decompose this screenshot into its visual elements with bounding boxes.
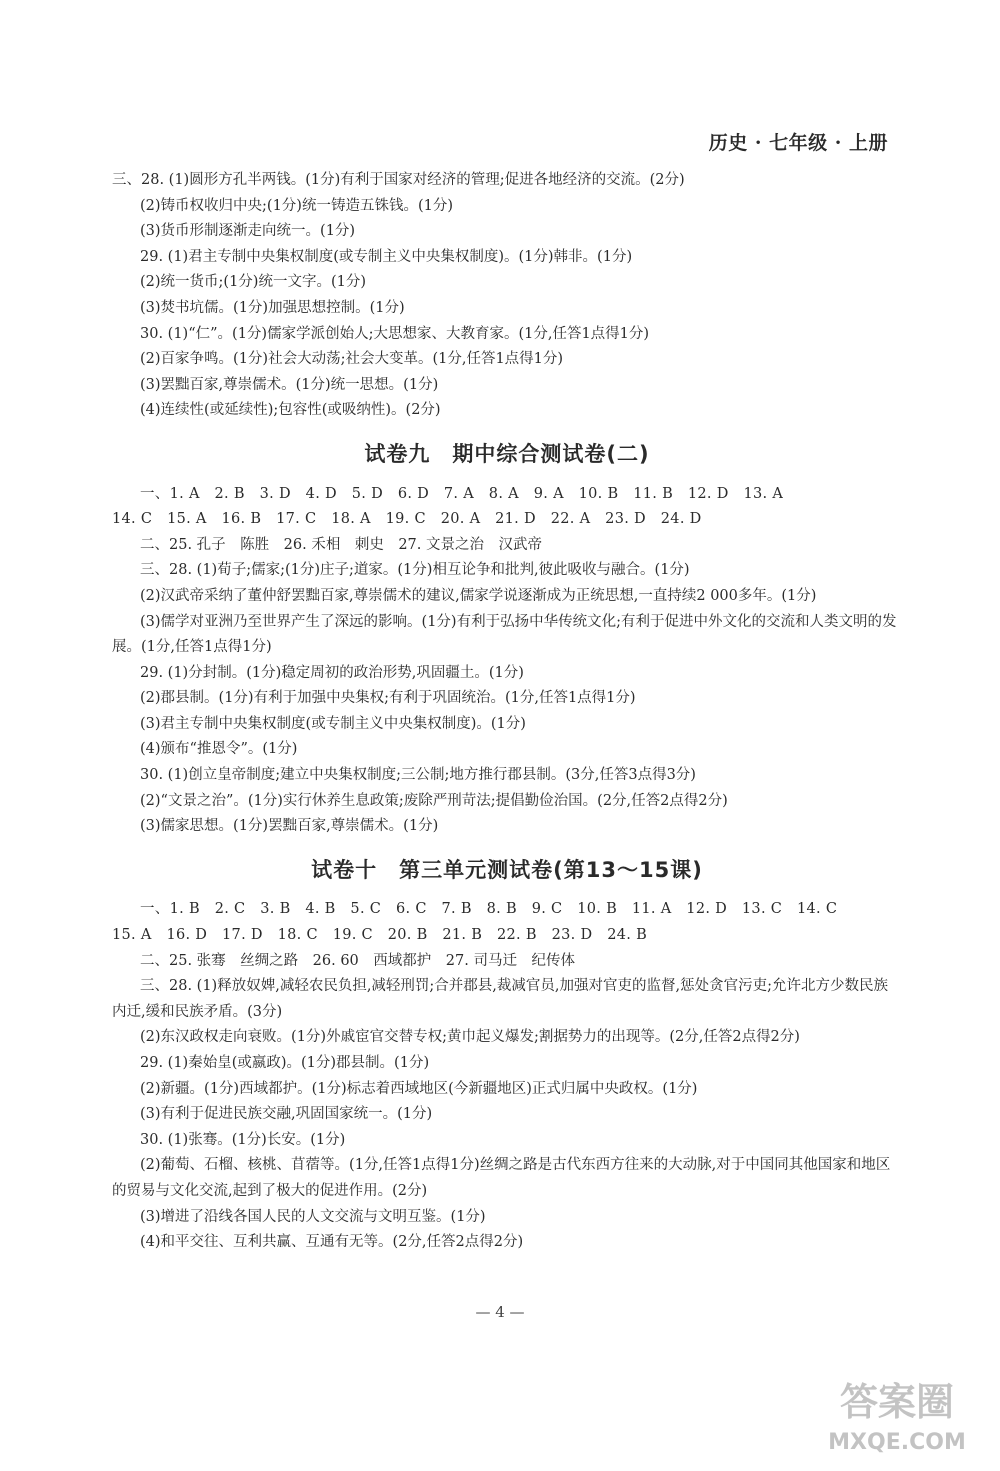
answer-line: (2)统一货币;(1分)统一文字。(1分) — [140, 274, 367, 291]
answer-line: (3)增进了沿线各国人民的人文交流与文明互鉴。(1分) — [140, 1208, 486, 1225]
answer-line: (3)君主专制中央集权制度(或专制主义中央集权制度)。(1分) — [140, 715, 526, 732]
answer-line: 30. (1)“仁”。(1分)儒家学派创始人;大思想家、大教育家。(1分,任答1点得1分) — [140, 325, 650, 342]
answer-line: (3)儒学对亚洲乃至世界产生了深远的影响。(1分)有利于弘扬中华传统文化;有利于促进中外文化的交流和人类文明的发展。(1分,任答1点得1分) — [112, 613, 897, 656]
answer-line: (3)货币形制逐渐走向统一。(1分) — [140, 223, 356, 240]
mcq-answers: 14. C 15. A 16. B 17. C 18. A 19. C 20. A 21. D 22. A 23. D 24. D — [112, 511, 702, 528]
answer-line: 三、28. (1)圆形方孔半两钱。(1分)有利于国家对经济的管理;促进各地经济的交流。(2分) — [112, 172, 685, 188]
answer-line: 三、28. (1)释放奴婢,减轻农民负担,减轻刑罚;合并郡县,裁减官员,加强对官吏的监督,惩处贪官污吏;允许北方少数民族内迁,缓和民族矛盾。(3分) — [112, 978, 889, 1020]
answer-line: (3)焚书坑儒。(1分)加强思想控制。(1分) — [140, 299, 405, 316]
fill-answers: 二、25. 张骞 丝绸之路 26. 60 西域都护 27. 司马迁 纪传体 — [140, 952, 575, 969]
answer-line: (4)颁布“推恩令”。(1分) — [140, 741, 298, 758]
answer-line: (3)罢黜百家,尊崇儒术。(1分)统一思想。(1分) — [140, 376, 439, 393]
page-header-title: 历史 · 七年级 · 上册 — [708, 132, 888, 154]
answer-line: 29. (1)分封制。(1分)稳定周初的政治形势,巩固疆土。(1分) — [140, 664, 524, 681]
answer-line: (2)铸币权收归中央;(1分)统一铸造五铢钱。(1分) — [140, 197, 454, 214]
watermark-text: 答案圈 — [839, 1380, 955, 1424]
answer-line: (2)百家争鸣。(1分)社会大动荡;社会大变革。(1分,任答1点得1分) — [140, 351, 564, 368]
answer-line: (2)葡萄、石榴、核桃、苜蓿等。(1分,任答1点得1分)丝绸之路是古代东西方往来的大动脉,对于中国同其他国家和地区的贸易与文化交流,起到了极大的促进作用。(2分) — [112, 1157, 891, 1199]
answer-line: (2)“文景之治”。(1分)实行休养生息政策;废除严刑苛法;提倡勤俭治国。(2分,任答2点得2分) — [140, 792, 728, 809]
answer-line: (3)有利于促进民族交融,巩固国家统一。(1分) — [140, 1106, 433, 1123]
mcq-answers: 一、1. A 2. B 3. D 4. D 5. D 6. D 7. A 8. A 9. A 10. B 11. B 12. D 13. A — [140, 485, 784, 502]
answer-line: 30. (1)创立皇帝制度;建立中央集权制度;三公制;地方推行郡县制。(3分,任答3点得3分) — [140, 767, 696, 784]
answer-line: 29. (1)秦始皇(或嬴政)。(1分)郡县制。(1分) — [140, 1055, 430, 1071]
answer-line: (3)儒家思想。(1分)罢黜百家,尊崇儒术。(1分) — [140, 818, 439, 835]
answer-line: (4)连续性(或延续性);包容性(或吸纳性)。(2分) — [140, 402, 441, 419]
section-title: 试卷十 第三单元测试卷(第13～15课) — [311, 857, 703, 882]
answer-content — [112, 168, 902, 1256]
watermark-logo — [812, 1371, 982, 1457]
answer-line: (2)新疆。(1分)西域都护。(1分)标志着西域地区(今新疆地区)正式归属中央政权。(1分) — [140, 1080, 698, 1097]
answer-line: (2)东汉政权走向衰败。(1分)外戚宦官交替专权;黄巾起义爆发;割据势力的出现等。(2分,任答2点得2分) — [140, 1029, 800, 1046]
answer-line: (2)汉武帝采纳了董仲舒罢黜百家,尊崇儒术的建议,儒家学说逐渐成为正统思想,一直持续2 000多年。(1分) — [140, 587, 817, 604]
mcq-answers: 一、1. B 2. C 3. B 4. B 5. C 6. C 7. B 8. B 9. C 10. B 11. A 12. D 13. C 14. C — [140, 901, 838, 918]
fill-answers: 二、25. 孔子 陈胜 26. 禾相 刺史 27. 文景之治 汉武帝 — [140, 536, 543, 553]
answer-line: (4)和平交往、互利共赢、互通有无等。(2分,任答2点得2分) — [140, 1234, 524, 1251]
section-title: 试卷九 期中综合测试卷(二) — [364, 441, 650, 466]
page-number: — 4 — — [475, 1303, 525, 1321]
answer-line: 30. (1)张骞。(1分)长安。(1分) — [140, 1131, 346, 1148]
answer-line: (2)郡县制。(1分)有利于加强中央集权;有利于巩固统治。(1分,任答1点得1分) — [140, 690, 636, 707]
mcq-answers: 15. A 16. D 17. D 18. C 19. C 20. B 21. B 22. B 23. D 24. B — [112, 927, 648, 944]
answer-line: 29. (1)君主专制中央集权制度(或专制主义中央集权制度)。(1分)韩非。(1分) — [140, 248, 633, 265]
answer-line: 三、28. (1)荀子;儒家;(1分)庄子;道家。(1分)相互论争和批判,彼此吸收与融合。(1分) — [140, 562, 690, 579]
watermark-url: MXQE.COM — [828, 1430, 966, 1455]
